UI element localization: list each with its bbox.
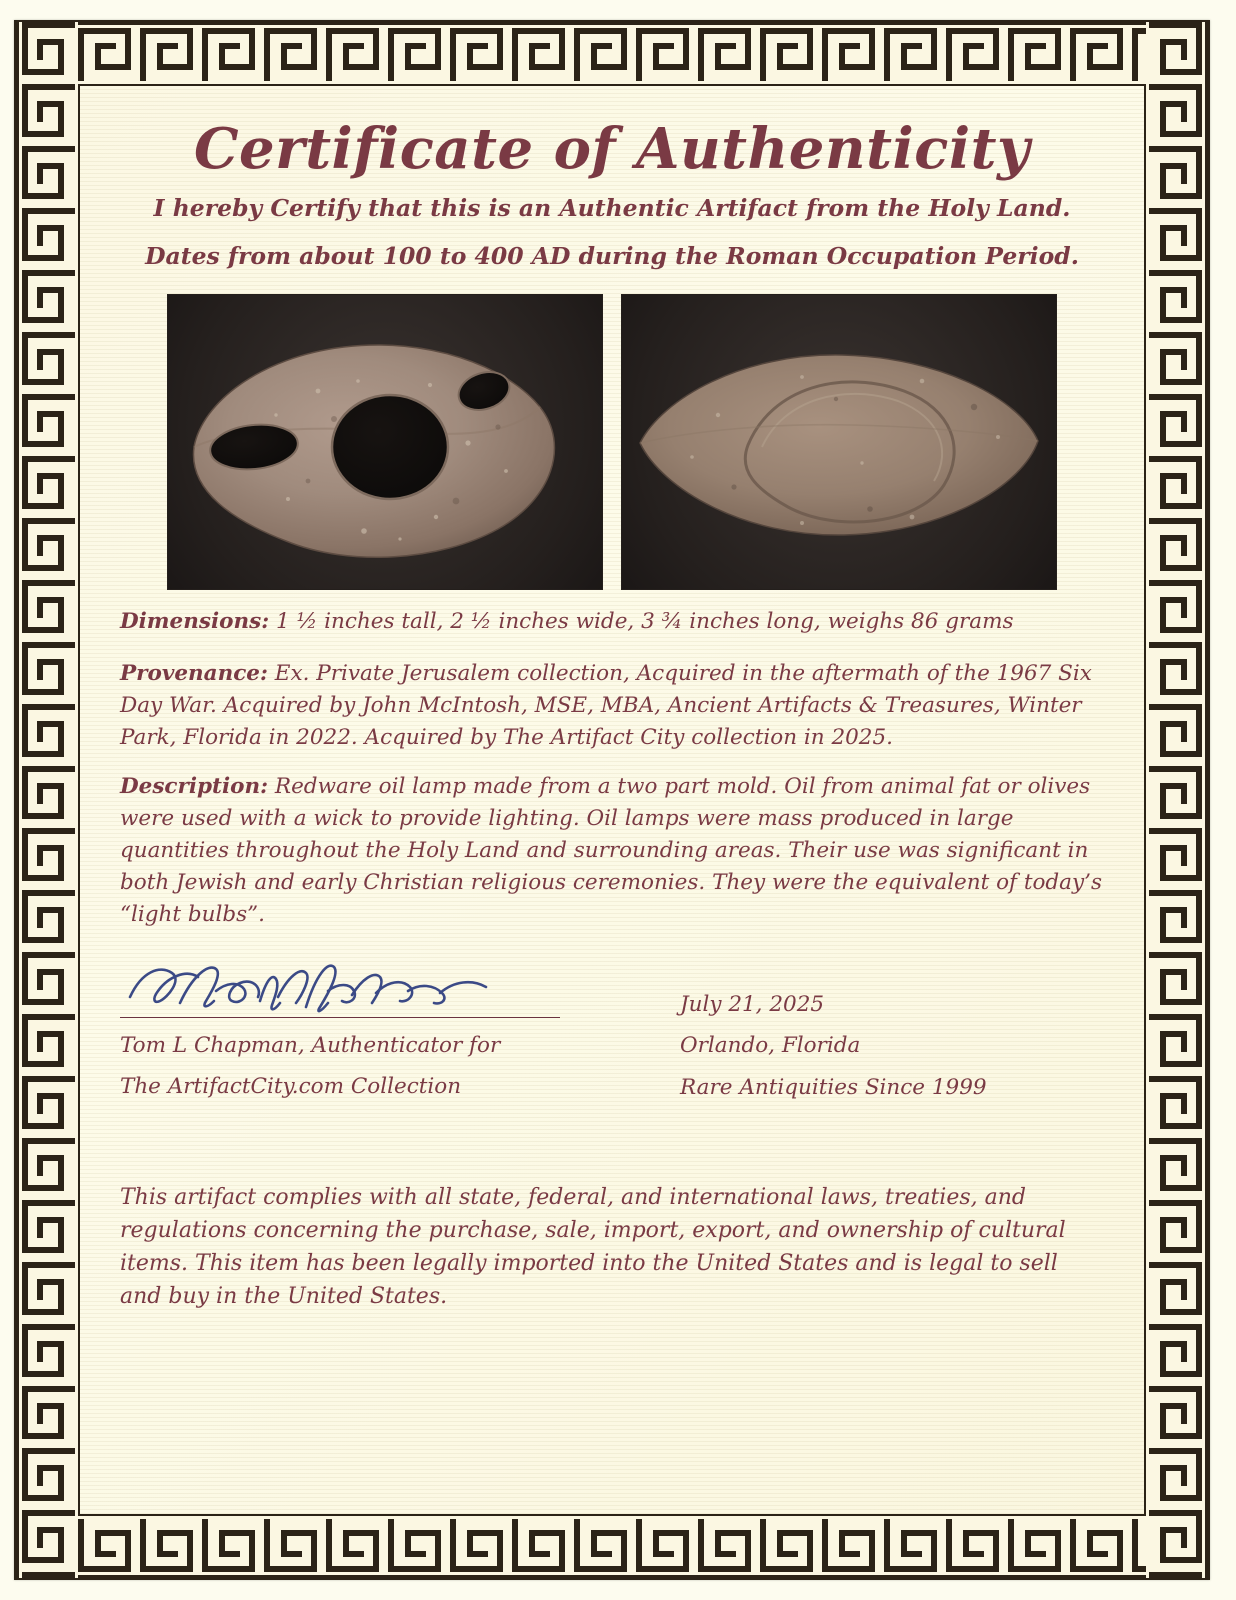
- signature-left-column: [120, 957, 680, 1102]
- signature-rule: [120, 1017, 560, 1018]
- description-field: [120, 771, 1104, 930]
- signature-right-column: [680, 991, 1120, 1103]
- greek-key-border-top: [16, 22, 1208, 84]
- provenance-value: Ex. Private Jerusalem collection, Acquired in the aftermath of the 1967 Six Day War. Acquired by John McIntosh, MSE, MBA, Ancient Artifacts & Treasures, Winter Park, Florida in 2022. Acquired by The Artifact City collection in 2025.: [120, 661, 1092, 750]
- provenance-label: Provenance:: [120, 661, 268, 687]
- signature-city: Orlando, Florida: [680, 1033, 861, 1059]
- dimensions-value: 1 ½ inches tall, 2 ½ inches wide, 3 ¾ inches long, weighs 86 grams: [269, 609, 1014, 635]
- description-value: Redware oil lamp made from a two part mold. Oil from animal fat or olives were used with a wick to provide lighting. Oil lamps were mass produced in large quantities throughout the Holy Land and surrounding areas. Their use was significant in both Jewish and early Christian religious ceremonies. They were the equivalent of today’s “light bulbs”.: [120, 774, 1103, 927]
- oil-lamp-top-view-photo: [167, 294, 603, 590]
- page-title: Certificate of Authenticity: [193, 116, 1031, 182]
- handwritten-signature-icon: [120, 957, 560, 1015]
- oil-lamp-bottom-view-photo: [621, 294, 1057, 590]
- authenticator-name: Tom L Chapman, Authenticator for: [120, 1032, 501, 1058]
- oil-lamp-bottom-illustration: [622, 295, 1056, 589]
- oil-lamp-top-illustration: [168, 295, 602, 589]
- signature-block: [120, 957, 1104, 1127]
- signature-mark: [120, 957, 680, 1015]
- certify-line-1: I hereby Certify that this is an Authentic Artifact from the Holy Land.: [153, 193, 1071, 222]
- description-label: Description:: [120, 774, 269, 800]
- signature-tagline: Rare Antiquities Since 1999: [680, 1075, 987, 1101]
- dimensions-field: [120, 606, 1104, 638]
- greek-key-border-bottom: [16, 1516, 1208, 1578]
- greek-key-border-left: [16, 22, 78, 1578]
- certificate-body: [14, 20, 1210, 1580]
- authenticator-org: The ArtifactCity.com Collection: [120, 1074, 462, 1100]
- provenance-field: [120, 658, 1104, 753]
- signature-date: July 21, 2025: [680, 991, 825, 1017]
- certify-line-2: Dates from about 100 to 400 AD during the Roman Occupation Period.: [145, 241, 1079, 270]
- dimensions-label: Dimensions:: [120, 609, 270, 635]
- compliance-statement: This artifact complies with all state, federal, and international laws, treaties, and regulations concerning the purchase, sale, import, export, and ownership of cultural items. This item has been legally imported into the United States and is legal to sell and buy in the United States.: [120, 1184, 1066, 1309]
- greek-key-border-right: [1146, 22, 1208, 1578]
- artifact-photo-row: [120, 294, 1104, 590]
- certificate-content: [90, 96, 1134, 1504]
